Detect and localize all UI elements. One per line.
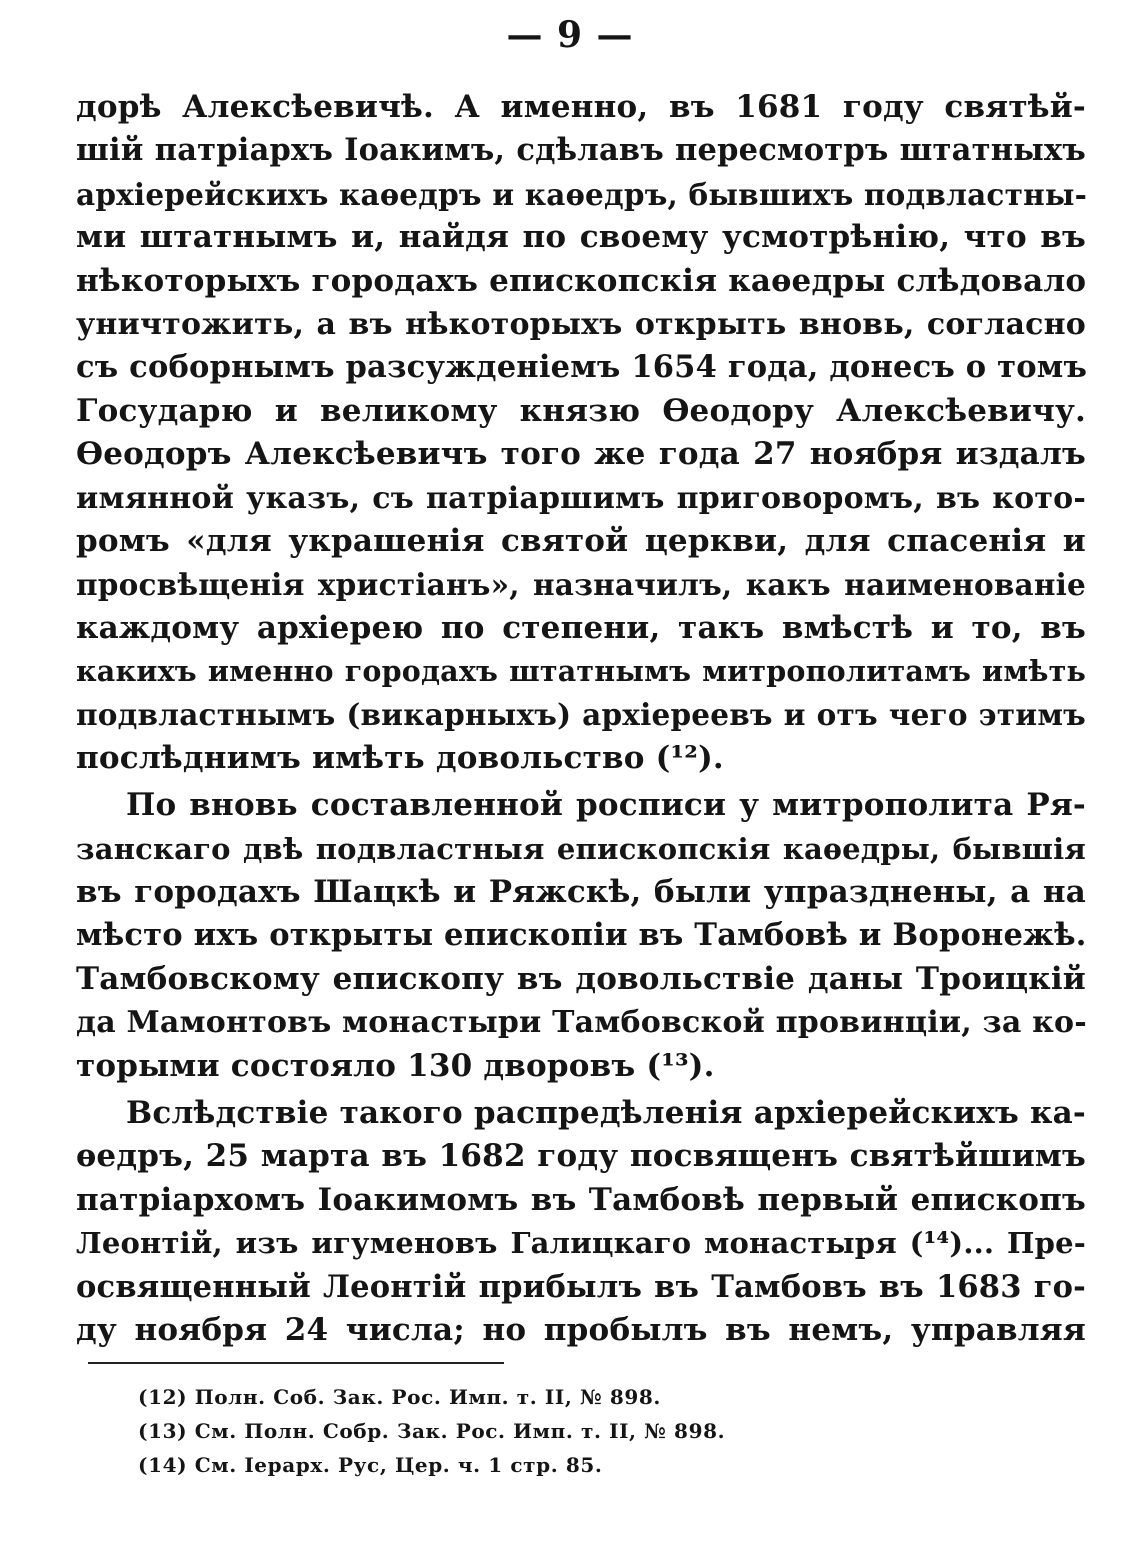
text-line: съ соборнымъ разсужденіемъ 1654 года, донесъ о томъ [76, 349, 1088, 386]
text-line: патріархомъ Іоакимомъ въ Тамбовѣ первый епископъ [76, 1181, 1086, 1218]
footnote-divider [88, 1362, 504, 1364]
text-line: Ѳеодоръ Алексѣевичъ того же года 27 ноября издалъ [76, 436, 1086, 473]
text-line: какихъ именно городахъ штатнымъ митрополитамъ имѣть [76, 654, 1086, 689]
text-line: архіерейскихъ каѳедръ и каѳедръ, бывшихъ подвластны- [76, 176, 1088, 212]
text-line: уничтожить, а въ нѣкоторыхъ открыть вновь, согласно [76, 306, 1086, 342]
text-line: да Мамонтовъ монастыри Тамбовской провинціи, за ко- [76, 1005, 1087, 1041]
text-line: освященный Леонтій прибылъ въ Тамбовъ въ 1683 го- [76, 1268, 1086, 1305]
text-line: Государю и великому князю Ѳеодору Алексѣевичу. [76, 392, 1086, 429]
text-line: дорѣ Алексѣевичѣ. А именно, въ 1681 году святѣй- [76, 89, 1086, 125]
page-number: — 9 — [506, 14, 634, 56]
text-line: занскаго двѣ подвластныя епископскія каѳедры, бывшія [76, 831, 1086, 866]
text-line: шій патріархъ Іоакимъ, сдѣлавъ пересмотръ штатныхъ [76, 132, 1086, 169]
footnotes [138, 1380, 1038, 1482]
text-line: подвластнымъ (викарныхъ) архіереевъ и отъ чего этимъ [76, 697, 1086, 733]
footnote-14: (14) См. Іерарх. Рус, Цер. ч. 1 стр. 85. [138, 1453, 603, 1477]
body-text [76, 86, 1086, 1352]
text-line: ромъ «для украшенія святой церкви, для спасенія и [76, 522, 1086, 559]
text-line: ми штатнымъ и, найдя по своему усмотрѣнію, что въ [76, 219, 1086, 256]
footnote-12: (12) Полн. Соб. Зак. Рос. Имп. т. II, № 898. [138, 1385, 661, 1409]
text-line: нѣкоторыхъ городахъ епископскія каѳедры слѣдовало [76, 262, 1087, 299]
text-line: каждому архіерею по степени, такъ вмѣстѣ и то, въ [76, 609, 1086, 646]
paragraph [76, 1092, 1086, 1352]
text-line: имянной указъ, съ патріаршимъ приговоромъ, въ кото- [76, 480, 1086, 516]
text-line: послѣднимъ имѣть довольство (¹²). [76, 739, 724, 776]
text-line: торыми состояло 130 дворовъ (¹³). [76, 1047, 715, 1084]
text-line: просвѣщенія христіанъ», назначилъ, какъ наименованіе [76, 567, 1086, 603]
paragraph [76, 784, 1086, 1088]
footnote-13: (13) См. Полн. Собр. Зак. Рос. Имп. т. II, № 898. [138, 1419, 726, 1443]
text-line: ду ноября 24 числа; но пробылъ въ немъ, управляя [76, 1311, 1086, 1348]
text-line: По вновь составленной росписи у митрополита Ря- [126, 787, 1086, 824]
text-line: въ городахъ Шацкѣ и Ряжскѣ, были упразднены, а на [76, 874, 1086, 911]
paragraph [76, 86, 1086, 780]
text-line: Леонтій, изъ игуменовъ Галицкаго монастыря (¹⁴)... Пре- [76, 1226, 1086, 1261]
text-line: мѣсто ихъ открыты епископіи въ Тамбовѣ и Воронежѣ. [76, 917, 1087, 954]
text-line: ѳедръ, 25 марта въ 1682 году посвященъ святѣйшимъ [76, 1138, 1086, 1175]
text-line: Вслѣдствіе такого распредѣленія архіерейскихъ ка- [126, 1094, 1086, 1131]
text-line: Тамбовскому епископу въ довольствіе даны Троицкій [76, 960, 1086, 997]
